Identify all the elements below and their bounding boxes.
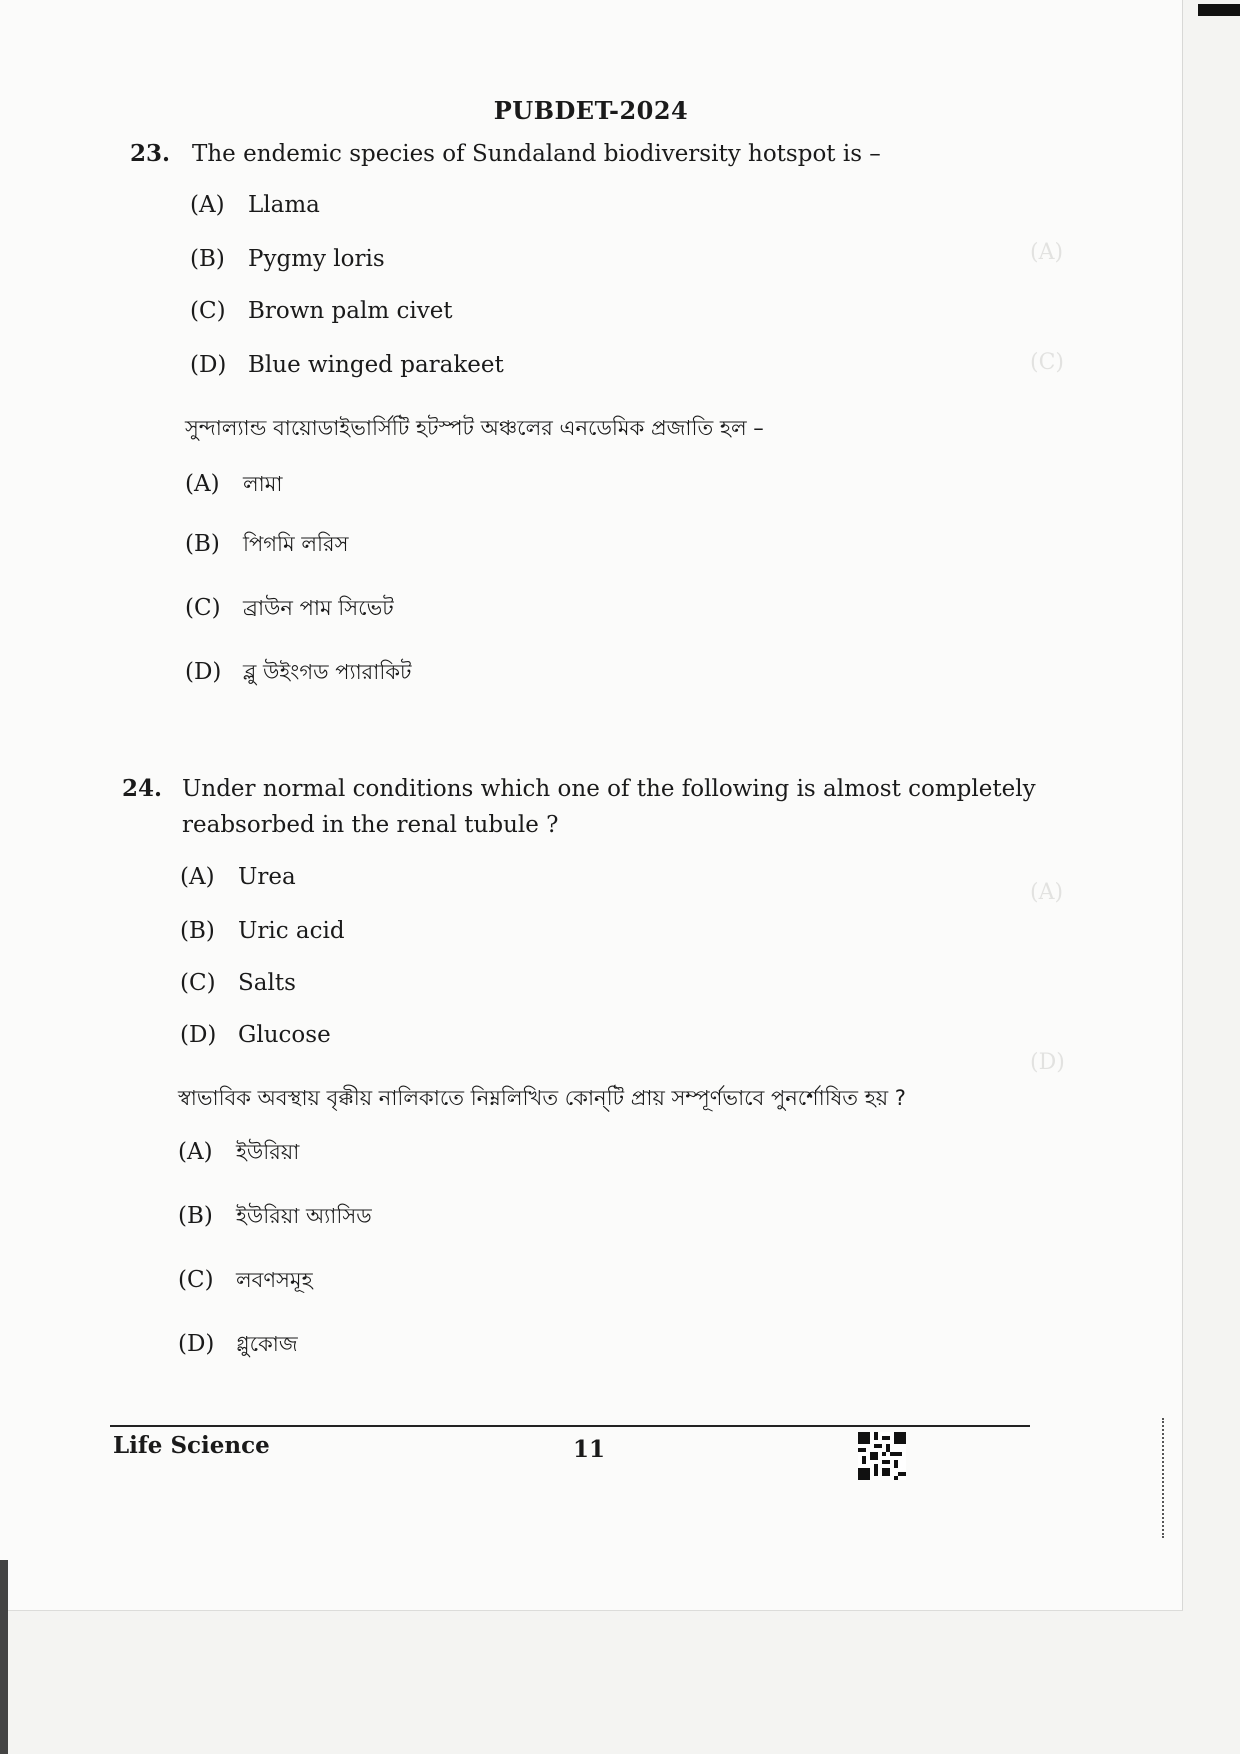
scan-left-edge [0, 1560, 8, 1754]
perforation-dots [1162, 1418, 1164, 1538]
option-label: (C) [185, 595, 221, 621]
option-label: (D) [190, 352, 227, 378]
option-label: (A) [185, 471, 220, 497]
qr-code-icon [858, 1432, 906, 1480]
page-header: PUBDET-2024 [493, 96, 689, 125]
footer-subject: Life Science [113, 1432, 270, 1459]
option-text: লামা [243, 472, 283, 496]
option-label: (A) [180, 864, 215, 890]
option-label: (C) [180, 970, 216, 996]
page-number: 11 [573, 1436, 606, 1463]
bleed-through-mark: (A) [1030, 240, 1064, 265]
question-text: The endemic species of Sundaland biodiversity hotspot is – [192, 141, 881, 167]
option-label: (D) [180, 1022, 217, 1048]
option-label: (A) [178, 1139, 213, 1165]
question-text-bengali: সুন্দাল্যান্ড বায়োডাইভার্সিটি হটস্পট অঞ্চলের এনডেমিক প্রজাতি হল – [185, 416, 764, 440]
option-text: লবণসমূহ [236, 1268, 313, 1292]
scan-edge-bar [1198, 4, 1240, 16]
option-text: ইউরিয়া অ্যাসিড [236, 1204, 372, 1228]
option-c-bengali [178, 1264, 313, 1299]
question-text: Under normal conditions which one of the following is almost completely reabsorbed in the renal tubule ? [182, 776, 1036, 838]
option-label: (A) [190, 192, 225, 218]
option-text: Llama [248, 192, 320, 218]
bleed-through-mark: (D) [1030, 1050, 1065, 1075]
option-text: গ্লুকোজ [236, 1332, 298, 1356]
option-label: (C) [178, 1267, 214, 1293]
bleed-through-mark: (C) [1030, 350, 1064, 375]
option-text: পিগমি লরিস [243, 532, 349, 556]
option-label: (D) [178, 1331, 215, 1357]
option-d [190, 352, 504, 378]
option-text: ইউরিয়া [236, 1140, 300, 1164]
option-label: (B) [180, 918, 215, 944]
option-label: (C) [190, 298, 226, 324]
option-d-bengali [185, 656, 411, 691]
option-text: Salts [238, 970, 296, 996]
option-b [190, 246, 385, 272]
footer-rule [110, 1425, 1030, 1427]
option-label: (D) [185, 659, 222, 685]
option-label: (B) [190, 246, 225, 272]
option-b-bengali [185, 528, 348, 563]
option-text: ব্রাউন পাম সিভেট [243, 596, 394, 620]
question-number: 23. [130, 140, 171, 167]
option-d-bengali [178, 1328, 298, 1363]
option-label: (B) [178, 1203, 213, 1229]
option-b [180, 918, 345, 944]
question-number: 24. [122, 775, 163, 802]
option-text: Glucose [238, 1022, 331, 1048]
option-c [190, 298, 453, 324]
option-text: Urea [238, 864, 296, 890]
option-a [190, 192, 320, 218]
option-text: Uric acid [238, 918, 345, 944]
option-text: Blue winged parakeet [248, 352, 504, 378]
bleed-through-mark: (A) [1030, 880, 1064, 905]
option-label: (B) [185, 531, 220, 557]
option-a-bengali [178, 1136, 299, 1171]
question-text-bengali: স্বাভাবিক অবস্থায় বৃক্কীয় নালিকাতে নিম্নলিখিত কোন্‌টি প্রায় সম্পূর্ণভাবে পুনর্শোষিত হয় ? [178, 1086, 906, 1110]
option-c-bengali [185, 592, 394, 627]
option-a-bengali [185, 468, 283, 503]
option-text: Brown palm civet [248, 298, 453, 324]
option-a [180, 864, 296, 890]
option-text: Pygmy loris [248, 246, 385, 272]
option-b-bengali [178, 1200, 372, 1235]
option-d [180, 1022, 331, 1048]
option-text: ব্লু উইংগড প্যারাকিট [243, 660, 412, 684]
option-c [180, 970, 296, 996]
